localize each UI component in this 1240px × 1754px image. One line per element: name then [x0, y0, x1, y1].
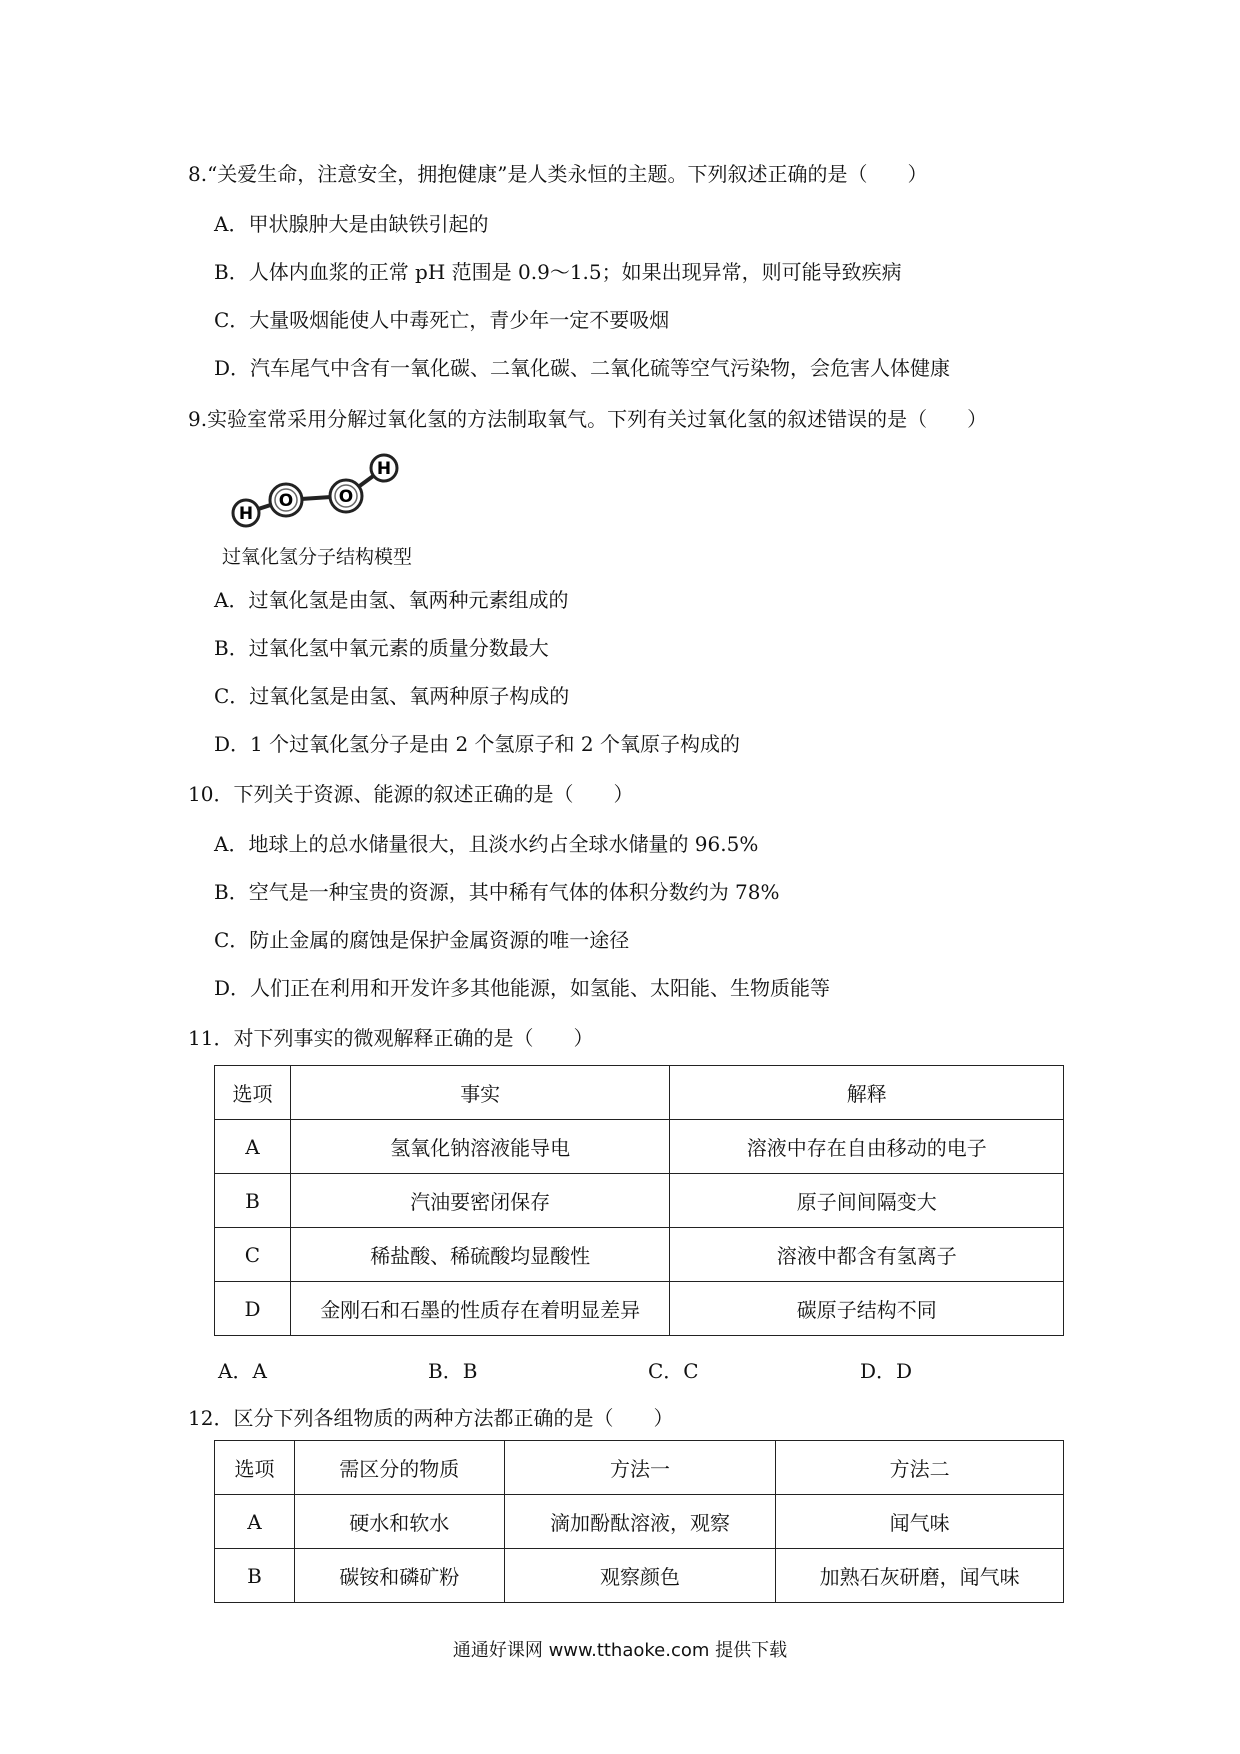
- hydrogen-peroxide-molecule-model: [226, 448, 416, 538]
- q11-table: [214, 1065, 1064, 1336]
- q12-stem: 12．区分下列各组物质的两种方法都正确的是（ ）: [188, 1406, 674, 1430]
- table-header-cell: 方法二: [776, 1441, 1064, 1495]
- q8-option-a: A．甲状腺肿大是由缺铁引起的: [214, 212, 489, 236]
- q11-answer-c: C．C: [648, 1359, 699, 1383]
- q11-answer-options: [218, 1355, 1018, 1383]
- atom-o-left: [270, 484, 302, 516]
- atom-o-right: [330, 480, 362, 512]
- table-header-cell: 需区分的物质: [294, 1441, 504, 1495]
- atom-h-left: [233, 500, 259, 526]
- table-row: [215, 1174, 1064, 1228]
- table-row: [215, 1549, 1064, 1603]
- q9-option-a: A．过氧化氢是由氢、氧两种元素组成的: [214, 588, 569, 612]
- table-cell: 溶液中存在自由移动的电子: [670, 1120, 1064, 1174]
- table-cell: 观察颜色: [504, 1549, 776, 1603]
- table-cell: 氢氧化钠溶液能导电: [290, 1120, 670, 1174]
- table-cell: 加熟石灰研磨，闻气味: [776, 1549, 1064, 1603]
- table-cell: 滴加酚酞溶液，观察: [504, 1495, 776, 1549]
- table-header-cell: 方法一: [504, 1441, 776, 1495]
- table-header-row: [215, 1441, 1064, 1495]
- q9-stem: 9.实验室常采用分解过氧化氢的方法制取氧气。下列有关过氧化氢的叙述错误的是（ ）: [188, 407, 988, 431]
- svg-text:H: H: [376, 459, 392, 479]
- table-cell: 闻气味: [776, 1495, 1064, 1549]
- q8-option-d: D．汽车尾气中含有一氧化碳、二氧化碳、二氧化硫等空气污染物，会危害人体健康: [214, 356, 951, 380]
- table-cell: 碳铵和磷矿粉: [294, 1549, 504, 1603]
- q8-stem: 8.“关爱生命，注意安全，拥抱健康”是人类永恒的主题。下列叙述正确的是（ ）: [188, 162, 928, 186]
- table-row: [215, 1120, 1064, 1174]
- table-row: [215, 1282, 1064, 1336]
- q10-option-c: C．防止金属的腐蚀是保护金属资源的唯一途径: [214, 928, 630, 952]
- table-cell: 稀盐酸、稀硫酸均显酸性: [290, 1228, 670, 1282]
- table-cell: 原子间间隔变大: [670, 1174, 1064, 1228]
- q9-option-b: B．过氧化氢中氧元素的质量分数最大: [214, 636, 549, 660]
- table-cell: 汽油要密闭保存: [290, 1174, 670, 1228]
- table-row: [215, 1495, 1064, 1549]
- table-header-cell: 事实: [290, 1066, 670, 1120]
- q11-stem: 11．对下列事实的微观解释正确的是（ ）: [188, 1026, 594, 1050]
- page-footer: 通通好课网 www.tthaoke.com 提供下载: [452, 1640, 788, 1661]
- q9-option-c: C．过氧化氢是由氢、氧两种原子构成的: [214, 684, 570, 708]
- svg-text:O: O: [278, 491, 294, 511]
- q11-answer-a: A．A: [218, 1359, 267, 1383]
- table-header-cell: 选项: [215, 1441, 295, 1495]
- q12-table: [214, 1440, 1064, 1603]
- table-cell: B: [215, 1549, 295, 1603]
- q10-option-a: A．地球上的总水储量很大，且淡水约占全球水储量的 96.5%: [214, 832, 759, 856]
- atom-h-right: [371, 455, 397, 481]
- table-cell: B: [215, 1174, 291, 1228]
- table-row: [215, 1228, 1064, 1282]
- table-header-cell: 解释: [670, 1066, 1064, 1120]
- table-cell: 溶液中都含有氢离子: [670, 1228, 1064, 1282]
- q10-option-b: B．空气是一种宝贵的资源，其中稀有气体的体积分数约为 78%: [214, 880, 780, 904]
- table-cell: 硬水和软水: [294, 1495, 504, 1549]
- q9-option-d: D．1 个过氧化氢分子是由 2 个氢原子和 2 个氧原子构成的: [214, 732, 740, 756]
- table-cell: C: [215, 1228, 291, 1282]
- q11-answer-d: D．D: [860, 1359, 913, 1383]
- table-header-row: [215, 1066, 1064, 1120]
- table-cell: 金刚石和石墨的性质存在着明显差异: [290, 1282, 670, 1336]
- q8-option-c: C．大量吸烟能使人中毒死亡，青少年一定不要吸烟: [214, 308, 670, 332]
- q10-option-d: D．人们正在利用和开发许多其他能源，如氢能、太阳能、生物质能等: [214, 976, 831, 1000]
- table-cell: D: [215, 1282, 291, 1336]
- svg-text:O: O: [338, 487, 354, 507]
- table-cell: A: [215, 1495, 295, 1549]
- q10-stem: 10．下列关于资源、能源的叙述正确的是（ ）: [188, 782, 634, 806]
- q11-answer-b: B．B: [428, 1359, 478, 1383]
- molecule-caption: 过氧化氢分子结构模型: [222, 546, 413, 568]
- q8-option-b: B．人体内血浆的正常 pH 范围是 0.9～1.5；如果出现异常，则可能导致疾病: [214, 260, 902, 284]
- table-cell: A: [215, 1120, 291, 1174]
- svg-text:H: H: [238, 504, 254, 524]
- table-header-cell: 选项: [215, 1066, 291, 1120]
- table-cell: 碳原子结构不同: [670, 1282, 1064, 1336]
